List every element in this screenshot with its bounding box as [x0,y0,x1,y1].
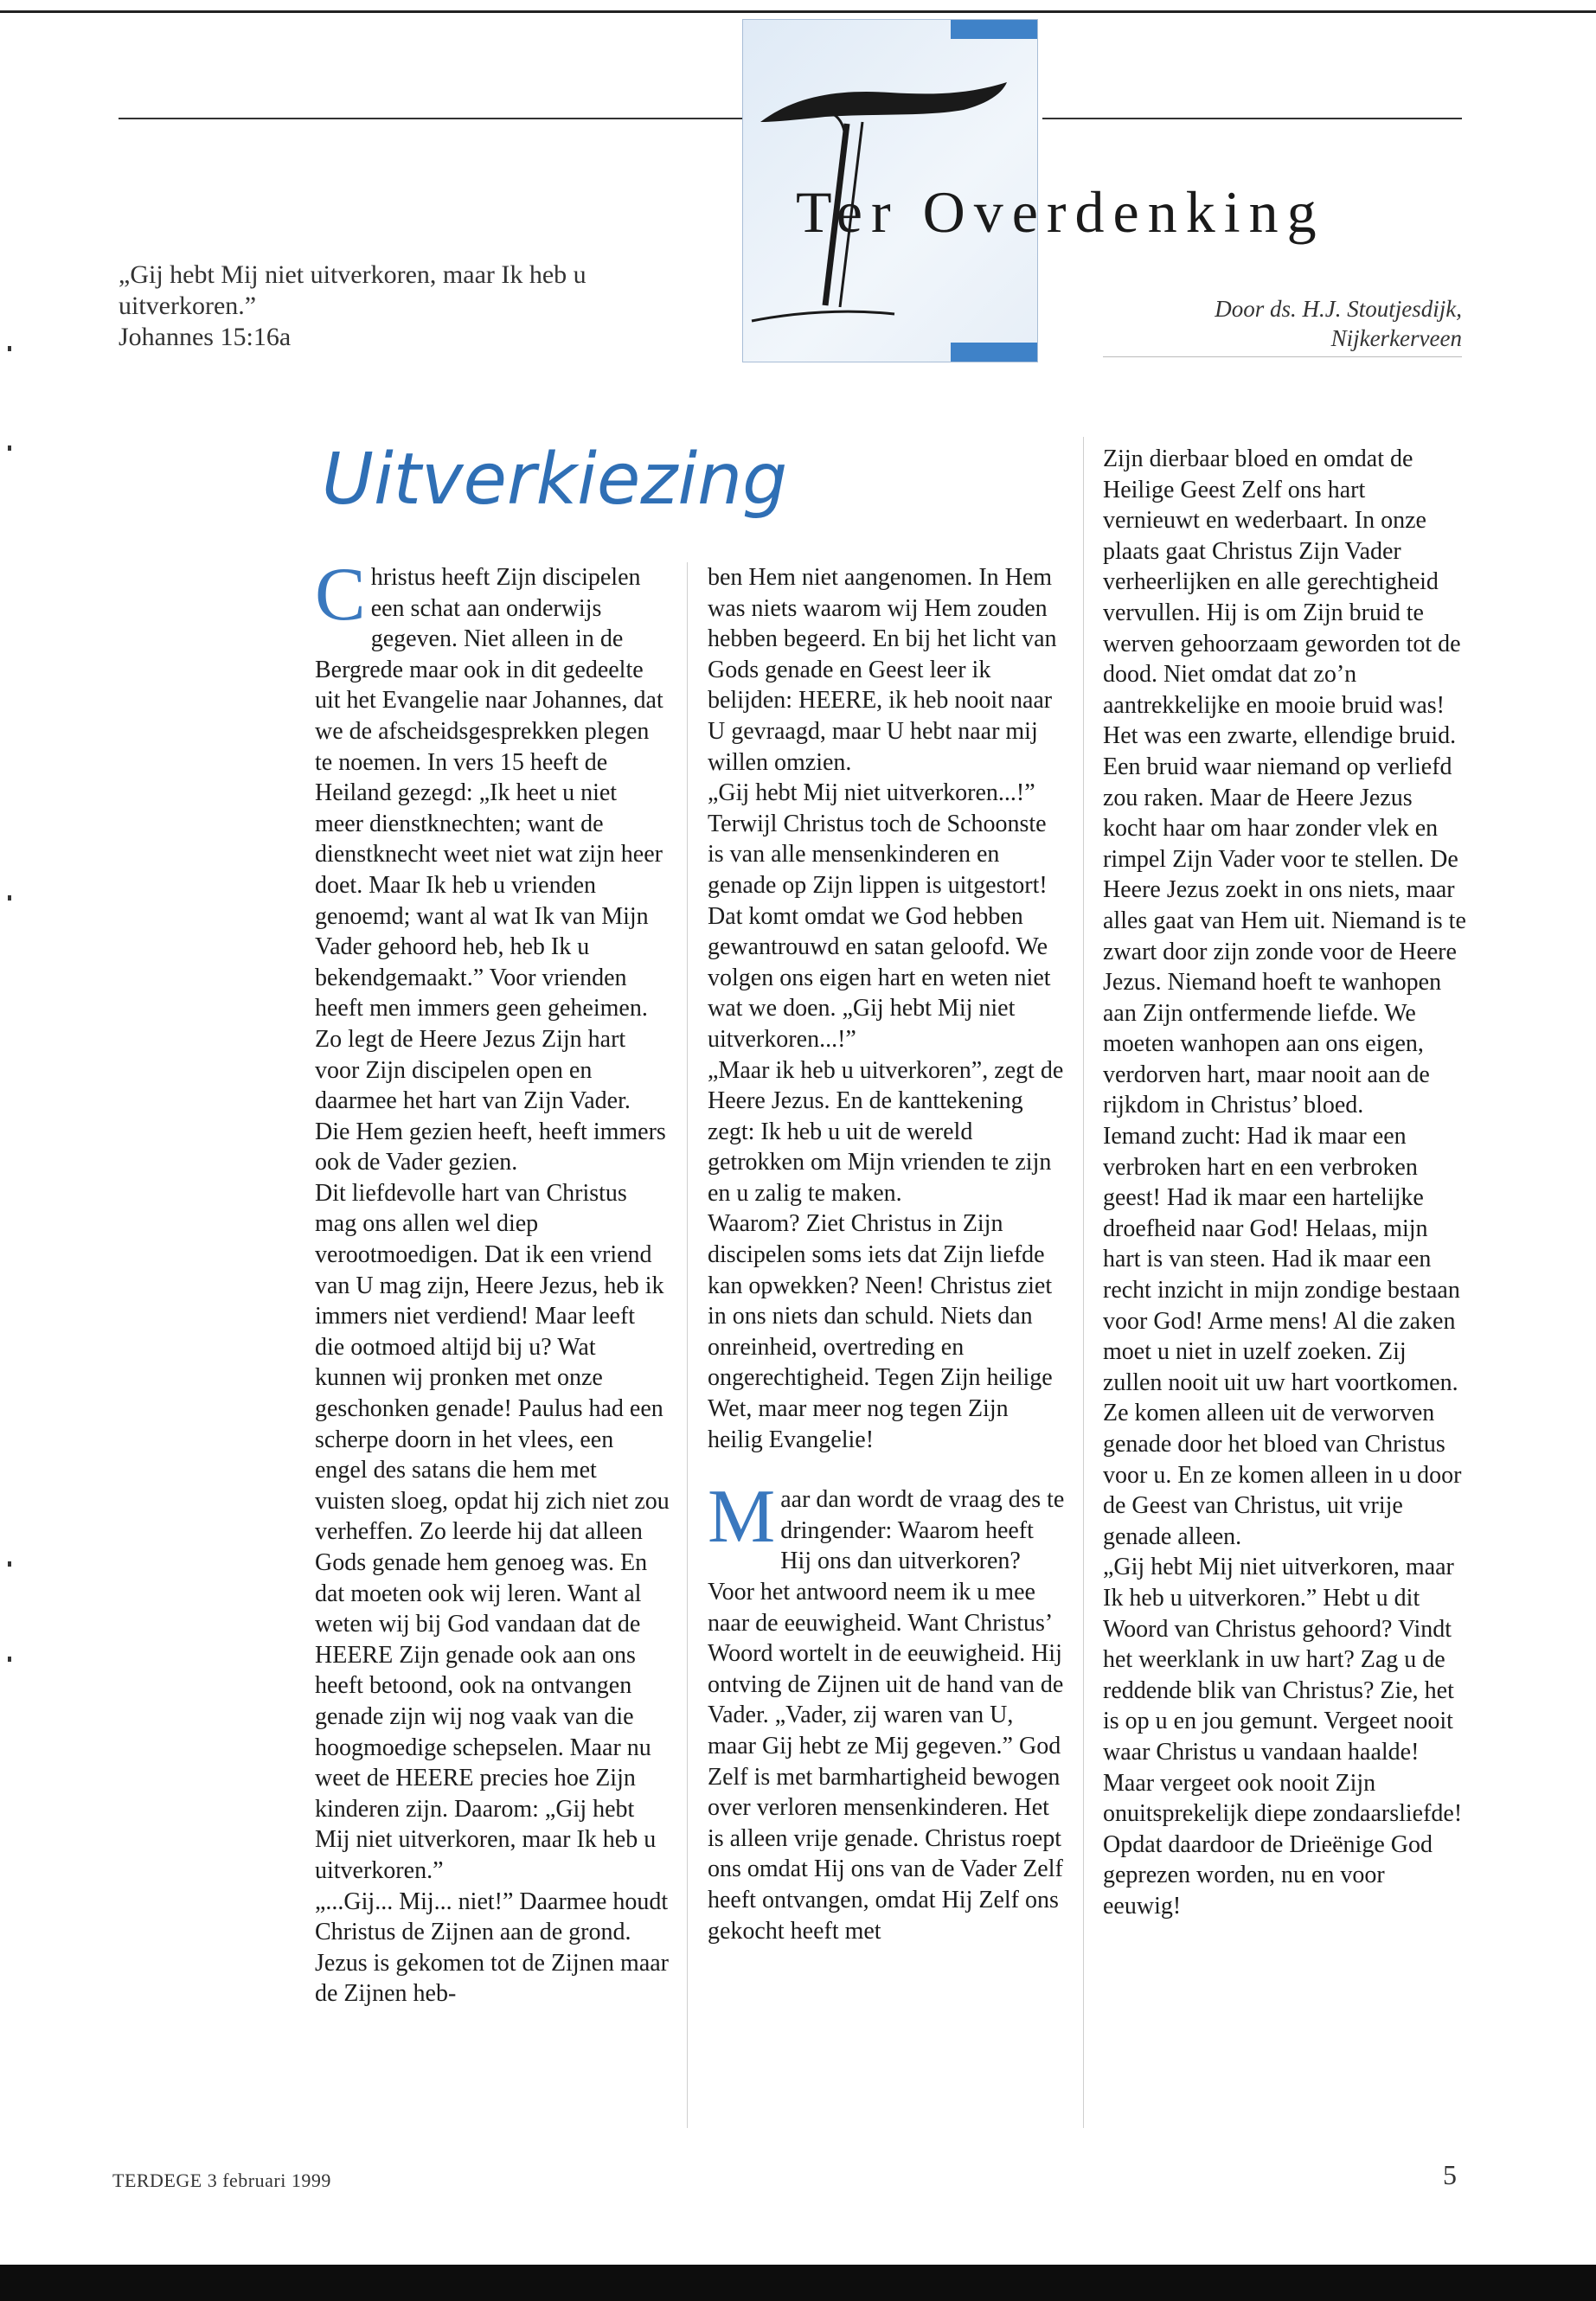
scan-mark [8,346,11,351]
scan-mark [8,1561,11,1567]
scan-mark [8,895,11,901]
paragraph: „...Gij... Mij... niet!” Daarmee houdt Christus de Zijnen aan de grond. Jezus is gekomen tot de Zijnen maar de Zijnen heb- [315,1888,669,2008]
epigraph-line-2: uitverkoren.” [119,292,257,320]
epigraph-line-1: „Gij hebt Mij niet uitverkoren, maar Ik heb u [119,260,586,289]
paragraph: Iemand zucht: Had ik maar een verbroken hart en een verbroken geest! Had ik maar een hartelijke droefheid naar God! Helaas, mijn hart is van steen. Had ik maar een recht inzicht in mijn zondige bestaan voor God! Arme mens! Al die zaken moet u niet in uzelf zoeken. Zij zullen nooit uit uw hart voortkomen. Ze komen alleen uit de verworven genade door het bloed van Christus voor u. En ze komen alleen in u door de Geest van Christus, uit vrije genade alleen. [1103,1123,1462,1550]
paragraph: „Maar ik heb u uitverkoren”, zegt de Heere Jezus. En de kanttekening zegt: Ik heb u uit de wereld getrokken om Mijn vrienden te zijn en u zalig te maken. [708,1056,1064,1207]
paragraph: Waarom? Ziet Christus in Zijn discipelen soms iets dat Zijn liefde kan opwekken? Neen! Christus ziet in ons niets dan schuld. Niets dan onreinheid, overtreding en ongerechtigheid. Tegen Zijn heilige Wet, maar meer nog tegen Zijn heilig Evangelie! [708,1210,1053,1453]
header-rule-right [1042,118,1462,119]
header-rule-left [119,118,750,119]
column-divider-2 [1083,437,1084,2128]
epigraph-reference: Johannes 15:16a [119,323,292,351]
epigraph [119,260,672,353]
column-divider-1 [687,562,688,2128]
paragraph: Christus heeft Zijn discipelen een schat aan onderwijs gegeven. Niet alleen in de Bergrede maar ook in dit gedeelte uit het Evangelie naar Johannes, dat we de afscheidsgesprekken plegen te noemen. In vers 15 heeft de Heiland gezegd: „Ik heet u niet meer dienstknechten; want de dienstknecht weet niet wat zijn heer doet. Maar Ik heb u vrienden genoemd; want al wat Ik van Mijn Vader gehoord heb, heb Ik u bekendgemaakt.” Voor vrienden heeft men immers geen geheimen. Zo legt de Heere Jezus Zijn hart voor Zijn discipelen open en daarmee het hart van Zijn Vader. Die Hem gezien heeft, heeft immers ook de Vader gezien. [315,553,666,1176]
byline-place: Nijkerkerveen [1330,325,1462,351]
article-title: Uitverkiezing [322,439,788,521]
paragraph: „Gij hebt Mij niet uitverkoren...!” Terwijl Christus toch de Schoonste is van alle mensenkinderen en genade op Zijn lippen is uitgestort! Dat komt omdat we God hebben gewantrouwd en satan geloofd. We volgen ons eigen hart en weten niet wat we doen. „Gij hebt Mij niet uitverkoren...!” [708,779,1051,1053]
article-column-3 [1103,444,1466,1922]
bottom-scan-border [0,2265,1596,2301]
drop-cap: M [708,1475,776,1560]
paragraph: Maar dan wordt de vraag des te dringender: Waarom heeft Hij ons dan uitverkoren? Voor het antwoord neem ik u mee naar de eeuwigheid. Want Christus’ Woord wortelt in de eeuwigheid. Hij ontving de Zijnen uit de hand van de Vader. „Vader, zij waren van U, maar Gij hebt ze Mij gegeven.” God Zelf is met barmhartigheid bewogen over verloren mensenkinderen. Het is alleen vrije genade. Christus roept ons omdat Hij ons van de Vader Zelf heeft ontvangen, omdat Hij Zelf ons gekocht heeft met [708,1475,1065,1945]
paragraph: „Gij hebt Mij niet uitverkoren, maar Ik heb u uitverkoren.” Hebt u dit Woord van Christus gehoord? Vindt het weerklank in uw hart? Zag u de reddende blik van Christus? Zie, het is op u en jou gemunt. Vergeet nooit waar Christus u vandaan haalde! Maar vergeet ook nooit Zijn onuitsprekelijk diepe zondaarsliefde! Opdat daardoor de Drieënige God geprezen worden, nu en voor eeuwig! [1103,1554,1463,1920]
section-title: Ter Overdenking [796,179,1325,245]
byline-author: Door ds. H.J. Stoutjesdijk, [1215,296,1462,322]
article-column-1 [315,553,670,2009]
publication-footer: TERDEGE 3 februari 1999 [112,2170,331,2191]
scan-mark [8,445,11,451]
byline [1081,294,1462,353]
scan-mark [8,1657,11,1662]
page-number: 5 [1443,2159,1457,2190]
paragraph: ben Hem niet aangenomen. In Hem was niets waarom wij Hem zouden hebben begeerd. En bij het licht van Gods genade en Geest leer ik belijden: HEERE, ik heb nooit naar U gevraagd, maar U hebt naar mij willen omzien. [708,564,1057,776]
paragraph: Zijn dierbaar bloed en omdat de Heilige Geest Zelf ons hart vernieuwt en wederbaart. In onze plaats gaat Christus Zijn Vader verheerlijken en alle gerechtigheid vervullen. Hij is om Zijn bruid te werven gehoorzaam geworden tot de dood. Niet omdat dat zo’n aantrekkelijke en mooie bruid was! Het was een zwarte, ellendige bruid. Een bruid waar niemand op verliefd zou raken. Maar de Heere Jezus kocht haar om haar zonder vlek en rimpel Zijn Vader voor te stellen. De Heere Jezus zoekt in ons niets, maar alles gaat van Hem uit. Niemand is te zwart door zijn zonde voor de Heere Jezus. Niemand hoeft te wanhopen aan Zijn ontfermende liefde. We moeten wanhopen aan ons eigen, verdorven hart, maar nooit aan de rijkdom in Christus’ bloed. [1103,445,1466,1119]
top-border-rule [0,10,1596,13]
paragraph: Dit liefdevolle hart van Christus mag ons allen wel diep verootmoedigen. Dat ik een vriend van U mag zijn, Heere Jezus, heb ik immers niet verdiend! Maar leeft die ootmoed altijd bij u? Wat kunnen wij pronken met onze geschonken genade! Paulus had een scherpe doorn in het vlees, een engel des satans die hem met vuisten sloeg, opdat hij zich niet zou verheffen. Zo leerde hij dat alleen Gods genade hem genoeg was. En dat moeten ook wij leren. Want al weten wij bij God vandaan dat de HEERE Zijn genade ook aan ons heeft betoond, ook na ontvangen genade zijn wij nog vaak van die hoogmoedige schepselen. Maar nu weet de HEERE precies hoe Zijn kinderen zijn. Daarom: „Gij hebt Mij niet uitverkoren, maar Ik heb u uitverkoren.” [315,1179,670,1884]
article-column-2 [708,562,1067,1946]
byline-rule [1103,356,1462,357]
drop-cap: C [315,553,366,637]
